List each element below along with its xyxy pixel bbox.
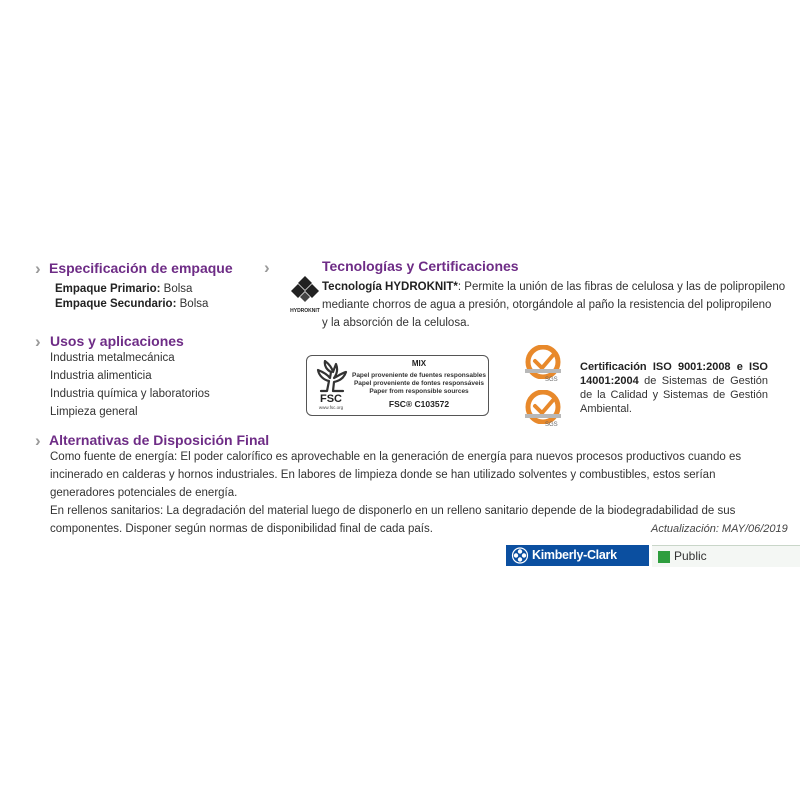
disposal-line: Como fuente de energía: El poder calorífico es aprovechable en la generación de energía para nuevos procesos productivos cuando es	[50, 451, 742, 463]
disposal-line: En rellenos sanitarios: La degradación del material luego de disponerlo en un relleno sanitario depende de la biodegradabilidad de sus	[50, 505, 736, 517]
sgs-logo	[523, 390, 567, 432]
fsc-label	[306, 355, 489, 416]
sgs-check-icon	[523, 345, 563, 379]
kimberly-clark-logo	[506, 545, 649, 566]
use-item: Industria química y laboratorios	[50, 388, 210, 400]
cert-line-2	[580, 374, 768, 388]
primary-value: Bolsa	[163, 283, 193, 295]
chevron-right-icon: ›	[35, 332, 41, 351]
kc-brand-name: Kimberly-Clark	[532, 548, 617, 562]
chevron-right-icon: ›	[35, 431, 41, 450]
use-item: Limpieza general	[50, 406, 138, 418]
hydroknit-label: Tecnología HYDROKNIT*	[322, 281, 458, 293]
cert-iso-14001: 14001:2004	[580, 375, 639, 387]
fsc-line-3: Paper from responsible sources	[369, 388, 469, 395]
tech-line-2: mediante chorros de agua a presión, otorgándole al paño la resistencia del polipropileno	[322, 299, 772, 311]
secondary-value: Bolsa	[179, 298, 209, 310]
tech-line-3: y la absorción de la celulosa.	[322, 317, 470, 329]
sgs-label: SGS	[545, 422, 558, 428]
fsc-tree-icon	[314, 360, 350, 394]
primary-label: Empaque Primario:	[55, 283, 161, 295]
hydroknit-logo	[290, 275, 320, 314]
sgs-check-icon	[523, 390, 563, 424]
kc-flower-icon	[511, 547, 529, 564]
chevron-right-icon: ›	[264, 258, 270, 277]
classification-label: Public	[674, 549, 707, 563]
fsc-logo-text: FSC	[320, 393, 342, 405]
hydroknit-logo-text: HYDROKNIT	[290, 308, 320, 314]
fsc-line-1: Papel proveniente de fuentes responsables	[351, 372, 486, 379]
hydroknit-icon	[290, 275, 320, 303]
cert-line-4: Ambiental.	[580, 403, 632, 415]
use-item: Industria metalmecánica	[50, 352, 175, 364]
fsc-mix: MIX	[411, 359, 427, 368]
use-item: Industria alimenticia	[50, 370, 152, 382]
packaging-title: Especificación de empaque	[49, 260, 233, 276]
chevron-right-icon: ›	[35, 259, 41, 278]
disposal-line: incinerado en calderas y hornos industriales. En labores de limpieza donde se han utilizado solventes y combustibles, estos serían	[50, 469, 716, 481]
secondary-packaging	[55, 295, 208, 313]
fsc-code: FSC® C103572	[388, 399, 450, 409]
public-square-icon	[658, 551, 670, 563]
sgs-logo	[523, 345, 567, 387]
tech-line-1-rest: : Permite la unión de las fibras de celulosa y las de polipropileno	[457, 281, 786, 293]
sgs-label: SGS	[545, 377, 558, 383]
tech-title: Tecnologías y Certificaciones	[322, 258, 519, 274]
fsc-url: www.fsc.org	[318, 405, 344, 410]
fsc-line-2: Papel proveniente de fontes responsáveis	[353, 380, 485, 387]
update-date: Actualización: MAY/06/2019	[651, 523, 788, 535]
disposal-line: componentes. Disponer según normas de disponibilidad final de cada país.	[50, 523, 433, 535]
tech-line-1	[322, 278, 785, 296]
disposal-line: generadores potenciales de energía.	[50, 487, 238, 499]
cert-line-1: Certificación ISO 9001:2008 e ISO	[580, 361, 768, 373]
classification-bar	[652, 545, 800, 567]
cert-line-3: de la Calidad y Sistemas de Gestión	[580, 389, 768, 401]
disposal-title: Alternativas de Disposición Final	[49, 432, 270, 448]
cert-line-2-rest: de Sistemas de Gestión	[638, 375, 768, 387]
secondary-label: Empaque Secundario:	[55, 298, 177, 310]
uses-title: Usos y aplicaciones	[50, 333, 184, 349]
